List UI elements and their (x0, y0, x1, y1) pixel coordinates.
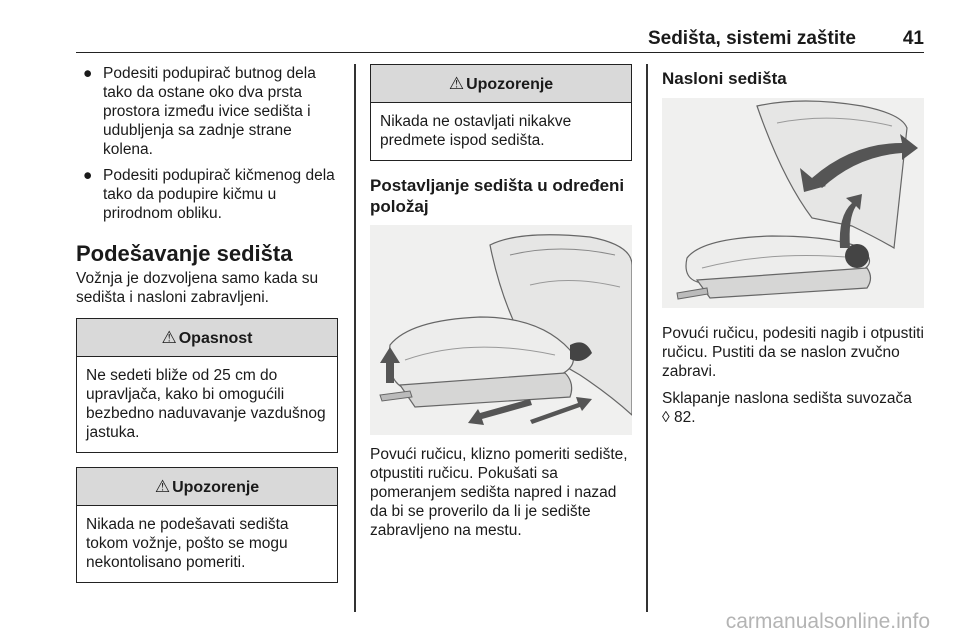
warning-text: Nikada ne podešavati sedišta tokom vožnje, pošto se mogu nekontolisano pomeriti. (86, 516, 289, 571)
slide-forward-arrow-icon (530, 397, 592, 424)
watermark: carmanualsonline.info (725, 610, 930, 633)
column-divider (354, 64, 356, 612)
column-1 (76, 64, 338, 597)
reference-triangle-icon: ◊ (662, 409, 670, 426)
list-item (76, 166, 338, 223)
warning-triangle-icon: ⚠ (161, 328, 177, 347)
reference-page: 82. (673, 409, 696, 426)
column-3 (662, 64, 924, 435)
bullet-text: Podesiti podupirač kičmenog dela tako da podupire kičmu u prirodnom obliku. (103, 167, 335, 222)
warning-box-header (77, 468, 337, 506)
warning-title: Upozorenje (466, 76, 554, 93)
subsection-heading: Postavljanje sedišta u određeni položaj (370, 176, 625, 216)
section-title: Sedišta, sistemi zaštite (647, 28, 856, 49)
warning-box (76, 467, 338, 583)
warning-box (370, 64, 632, 161)
subsection-heading: Nasloni sedišta (662, 69, 787, 88)
intro-text: Vožnja je dozvoljena samo kada su sedišta i nasloni zabravljeni. (76, 270, 319, 306)
seat-rail (380, 391, 412, 401)
danger-text: Ne sedeti bliže od 25 cm do upravljača, kako bi omogućili bezbedno naduvavanje vazdušnog jastuka. (86, 367, 326, 441)
seat-slide-svg (370, 225, 632, 435)
danger-title: Opasnost (178, 330, 253, 347)
warning-triangle-icon: ⚠ (154, 477, 171, 496)
danger-box (76, 318, 338, 453)
list-item (76, 64, 338, 159)
danger-box-header (77, 319, 337, 357)
instruction-text: Povući ručicu, podesiti nagib i otpustiti ručicu. Pustiti da se naslon zvučno zabravi. (662, 325, 924, 380)
reference-text (662, 389, 924, 427)
seat-rail (677, 288, 708, 299)
warning-triangle-icon: ⚠ (448, 74, 465, 93)
backrest-svg (662, 98, 924, 308)
backrest-illustration (662, 98, 924, 308)
bullet-list (76, 64, 338, 223)
warning-text: Nikada ne ostavljati nikakve predmete ispod sedišta. (380, 113, 572, 149)
bullet-text: Podesiti podupirač butnog dela tako da ostane oko dva prsta prostora između ivice sedišta i udubljenja sa zadnje strane kolena. (103, 65, 316, 158)
warning-title: Upozorenje (172, 479, 260, 496)
figure-caption: Povući ručicu, klizno pomeriti sedište, otpustiti ručicu. Pokušati sa pomeranjem sedišta napred i nazad da bi se proverilo da li je sedište zabravljeno na mestu. (370, 446, 628, 539)
column-2 (370, 64, 632, 548)
seat-slide-illustration (370, 225, 632, 435)
section-heading: Podešavanje sedišta (76, 241, 293, 266)
bullet-icon: ● (83, 167, 93, 184)
reference-label: Sklapanje naslona sedišta suvozača (662, 390, 912, 407)
page-header (76, 28, 924, 53)
warning-box-header (371, 65, 631, 103)
page-number: 41 (902, 28, 924, 49)
bullet-icon: ● (83, 65, 93, 82)
column-divider (646, 64, 648, 612)
